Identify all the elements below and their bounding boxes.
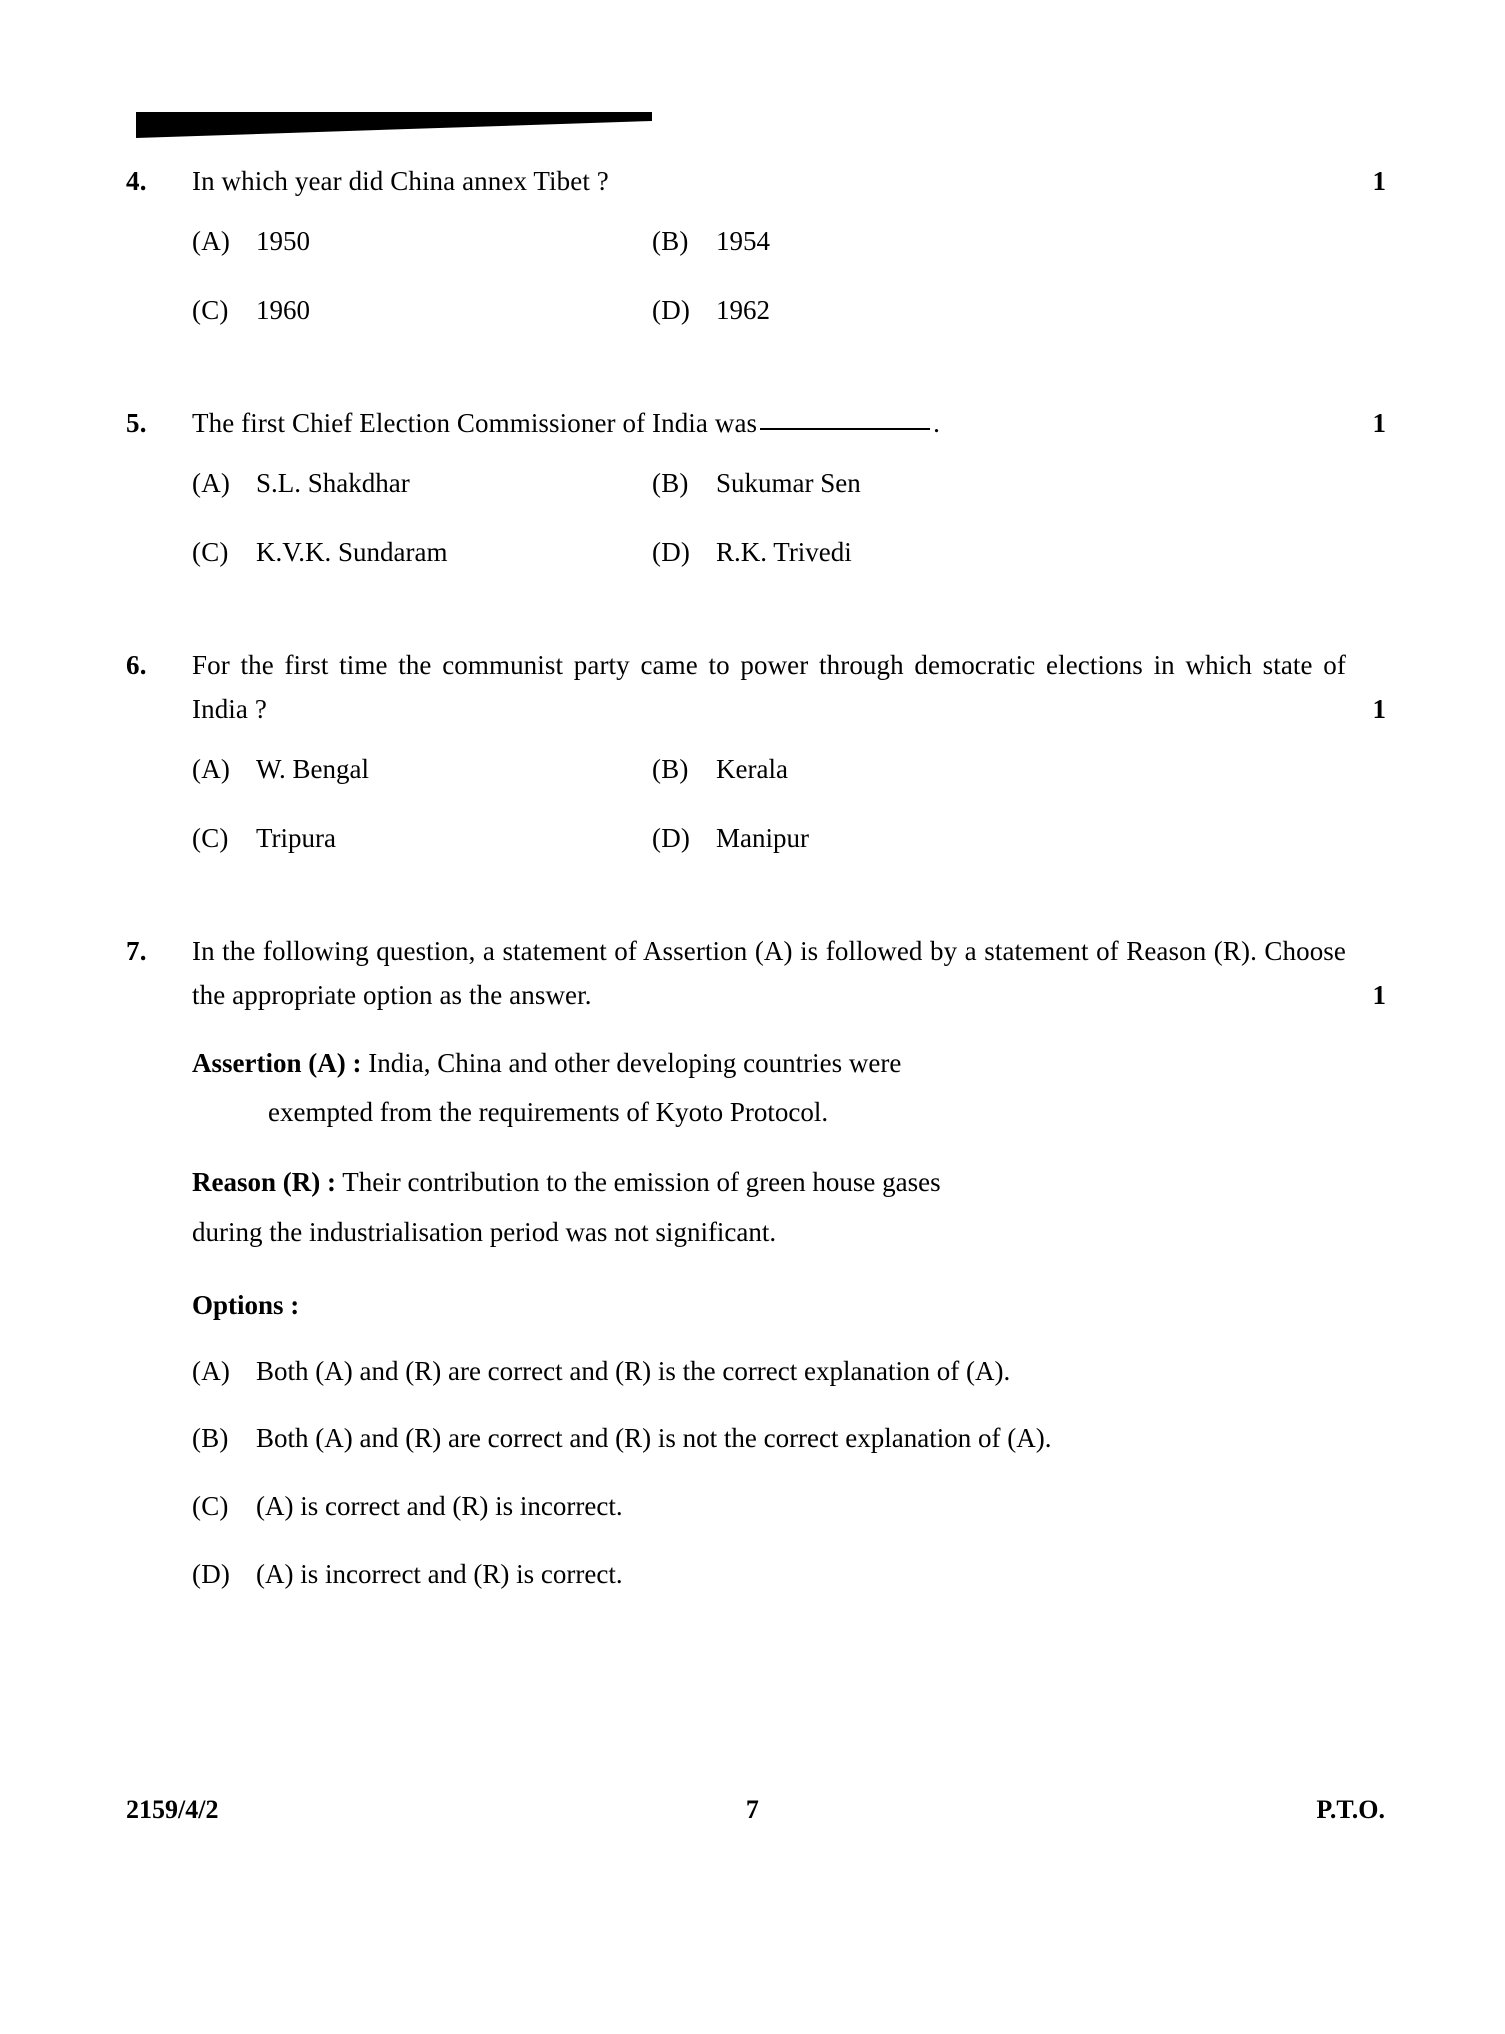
option-label: W. Bengal [256,753,369,784]
question-5 [126,402,1386,574]
question-4-option-a[interactable] [192,220,652,263]
question-5-marks: 1 [1372,408,1386,439]
page-footer [126,1795,1385,1825]
spacer [126,860,1386,930]
option-label: (A) is incorrect and (R) is correct. [256,1558,623,1589]
option-row [192,748,1386,791]
option-key: (C) [192,822,229,853]
option-key: (A) [192,753,231,784]
question-4-stem-row [126,160,1386,204]
question-5-text [192,402,1386,446]
option-key: (B) [652,753,689,784]
question-4-text: In which year did China annex Tibet ? [192,166,609,196]
question-6-option-d[interactable] [652,817,1386,860]
option-row [192,220,1386,263]
question-5-number: 5. [126,408,147,439]
option-row [192,289,1386,332]
question-7-option-c[interactable] [192,1485,1386,1529]
option-row [192,531,1386,574]
option-label: Both (A) and (R) are correct and (R) is not the correct explanation of (A). [256,1423,1052,1454]
option-label: 1960 [256,294,310,325]
option-key: (B) [652,467,689,498]
spacer [126,574,1386,644]
option-label: Manipur [716,822,809,853]
question-5-option-a[interactable] [192,462,652,505]
question-5-option-c[interactable] [192,531,652,574]
assertion-paragraph [192,1042,1386,1086]
option-label: Kerala [716,753,788,784]
question-4-option-b[interactable] [652,220,1386,263]
question-7-options [126,1350,1386,1597]
option-key: (D) [652,537,691,568]
question-6-option-a[interactable] [192,748,652,791]
question-7-option-b[interactable] [192,1417,1386,1461]
question-4-marks: 1 [1372,166,1386,196]
option-label: 1954 [716,225,770,256]
turn-over-label: P.T.O. [1316,1795,1385,1824]
option-key: (D) [652,294,691,325]
question-6 [126,644,1386,860]
option-label: (A) is correct and (R) is incorrect. [256,1491,623,1522]
assertion-text: India, China and other developing countries were [368,1047,902,1078]
question-5-option-d[interactable] [652,531,1386,574]
option-key: (D) [192,1558,231,1589]
question-7 [126,930,1386,1597]
reason-label: Reason (R) : [192,1167,336,1197]
assertion-label: Assertion (A) : [192,1047,362,1078]
question-5-options [126,462,1386,574]
question-6-stem-row [126,644,1386,731]
paper-code: 2159/4/2 [126,1795,219,1824]
option-label: K.V.K. Sundaram [256,537,448,568]
question-4-options [126,220,1386,332]
question-4-number: 4. [126,166,147,196]
option-key: (A) [192,467,231,498]
question-4-option-c[interactable] [192,289,652,332]
question-6-marks: 1 [1372,694,1386,725]
question-6-option-b[interactable] [652,748,1386,791]
question-6-number: 6. [126,650,147,681]
question-4-option-d[interactable] [652,289,1386,332]
question-5-text-before-blank: The first Chief Election Commissioner of India was [192,408,758,439]
question-4 [126,160,1386,332]
question-6-option-c[interactable] [192,817,652,860]
question-7-option-a[interactable] [192,1350,1386,1394]
fill-in-blank [760,428,930,430]
option-label: Sukumar Sen [716,467,861,498]
question-5-text-after-blank: . [933,408,940,439]
reason-paragraph [192,1161,1386,1205]
option-label: Tripura [256,822,337,853]
option-label: R.K. Trivedi [716,537,852,568]
spacer [126,332,1386,402]
option-key: (C) [192,1491,229,1522]
question-7-number: 7. [126,936,147,967]
option-label: 1950 [256,225,310,256]
option-key: (B) [652,225,689,256]
question-7-option-d[interactable] [192,1553,1386,1597]
question-7-stem-row [126,930,1386,1017]
question-6-options [126,748,1386,860]
question-5-stem-row [126,402,1386,446]
option-row [192,462,1386,505]
option-label: S.L. Shakdhar [256,467,410,498]
page-header-wedge-mark [136,112,696,138]
option-label: Both (A) and (R) are correct and (R) is the correct explanation of (A). [256,1355,1011,1386]
question-6-text: For the first time the communist party came to power through democratic elections in which state of India ? [192,650,1346,724]
reason-text-continued: during the industrialisation period was not significant. [192,1216,777,1247]
options-heading: Options : [192,1290,300,1321]
assertion-reason-block [126,1042,1386,1328]
question-7-text: In the following question, a statement of Assertion (A) is followed by a statement of Reason (R). Choose the appropriate option as the answer. [192,936,1346,1010]
option-key: (B) [192,1423,229,1454]
reason-text: Their contribution to the emission of green house gases [342,1167,941,1197]
option-key: (D) [652,822,691,853]
question-7-marks: 1 [1372,980,1386,1011]
assertion-text-continued: exempted from the requirements of Kyoto Protocol. [268,1097,829,1128]
option-row [192,817,1386,860]
option-key: (C) [192,294,229,325]
question-5-option-b[interactable] [652,462,1386,505]
option-label: 1962 [716,294,770,325]
option-key: (A) [192,1355,231,1386]
page-number: 7 [745,1795,759,1824]
questions-container [126,160,1386,1597]
option-key: (C) [192,537,229,568]
option-key: (A) [192,225,231,256]
